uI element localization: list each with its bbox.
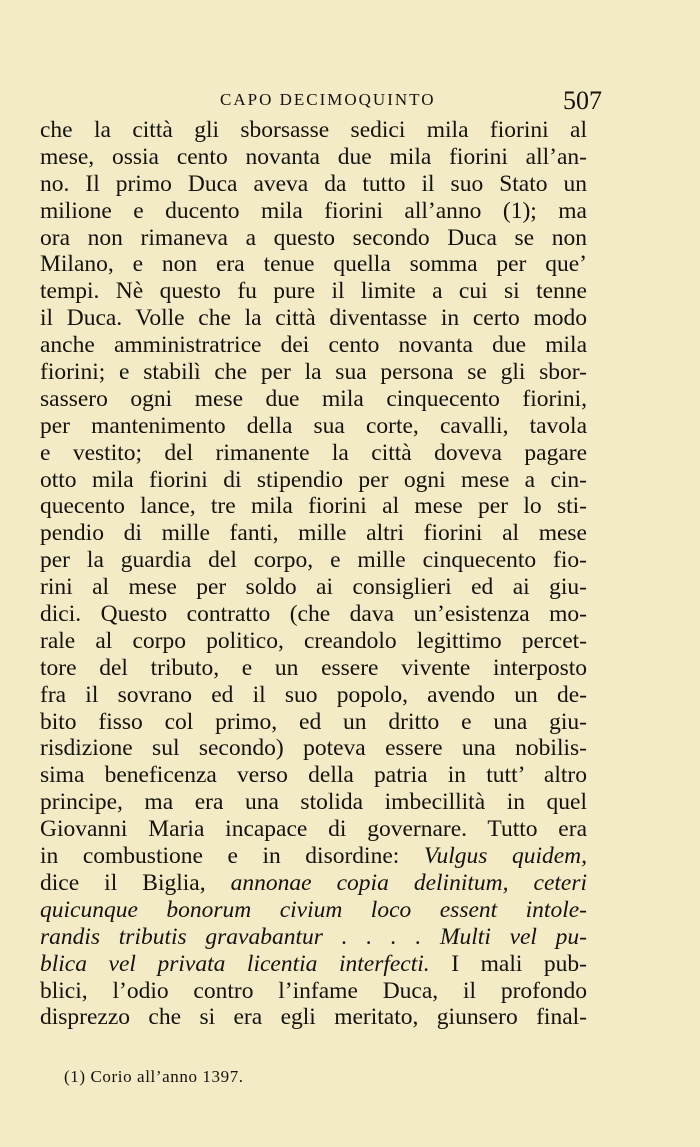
page-number: 507 [563,86,602,115]
text-line: ora non rimaneva a questo secondo Duca se non [40,224,587,251]
latin-quote: annonae copia delinitum, ceteri [230,869,588,896]
footnote: (1) Corio all’anno 1397. [64,1067,244,1086]
text-line: dici. Questo contratto (che dava un’esistenza mo- [40,601,587,628]
text-line: milione e ducento mila fiorini all’anno (1); ma [40,197,587,224]
text-line: risdizione sul secondo) poteva essere una nobilis- [40,735,587,762]
text-line: otto mila fiorini di stipendio per ogni mese a cin- [40,466,587,493]
text-line: quecento lance, tre mila fiorini al mese per lo sti- [40,493,587,520]
text-line: per la guardia del corpo, e mille cinquecento fio- [40,547,587,574]
line-text: dice il Biglia, [40,869,206,896]
text-line: rale al corpo politico, creandolo legittimo percet- [40,627,587,654]
text-line-italic [40,897,587,924]
text-line: fiorini; e stabilì che per la sua persona se gli sbor- [40,359,587,386]
text-line: bito fisso col primo, ed un dritto e una giu- [40,708,587,735]
text-line: mese, ossia cento novanta due mila fiorini all’an- [40,143,587,170]
text-line: disprezzo che si era egli meritato, giunsero final- [40,1004,587,1031]
text-line: no. Il primo Duca aveva da tutto il suo Stato un [40,170,587,197]
text-line: Milano, e non era tenue quella somma per que’ [40,251,587,278]
text-line: fra il sovrano ed il suo popolo, avendo un de- [40,681,587,708]
text-line: sassero ogni mese due mila cinquecento fiorini, [40,385,587,412]
text-line: sima beneficenza verso della patria in tutt’ altro [40,762,587,789]
latin-quote: Vulgus quidem, [423,843,588,870]
text-line-mixed [40,870,587,897]
text-line: anche amministratrice dei cento novanta due mila [40,332,587,359]
text-line: tore del tributo, e un essere vivente interposto [40,654,587,681]
text-line-mixed [40,843,587,870]
running-head: CAPO DECIMOQUINTO [220,90,436,109]
text-line: tempi. Nè questo fu pure il limite a cui si tenne [40,278,587,305]
text-line: rini al mese per soldo ai consiglieri ed ai giu- [40,574,587,601]
latin-quote: blica vel privata licentia interfecti. [40,950,430,977]
page-header [40,86,600,116]
line-text: I mali pub- [451,950,588,977]
text-line: e vestito; del rimanente la città doveva pagare [40,439,587,466]
text-line: principe, ma era una stolida imbecillità in quel [40,789,587,816]
text-line: pendio di mille fanti, mille altri fiorini al mese [40,520,587,547]
body-text [40,117,587,1031]
line-text: in combustione e in disordine: [40,843,400,870]
latin-quote: quicunque bonorum civium loco essent intole- [40,896,587,923]
text-line-mixed [40,951,587,978]
text-line: il Duca. Volle che la città diventasse in certo modo [40,305,587,332]
text-line: blici, l’odio contro l’infame Duca, il profondo [40,977,587,1004]
text-line: Giovanni Maria incapace di governare. Tutto era [40,816,587,843]
text-line-italic [40,924,587,951]
latin-quote: randis tributis gravabantur . . . . Multi vel pu- [40,923,587,950]
text-line: che la città gli sborsasse sedici mila fiorini al [40,117,587,143]
text-line: per mantenimento della sua corte, cavalli, tavola [40,412,587,439]
